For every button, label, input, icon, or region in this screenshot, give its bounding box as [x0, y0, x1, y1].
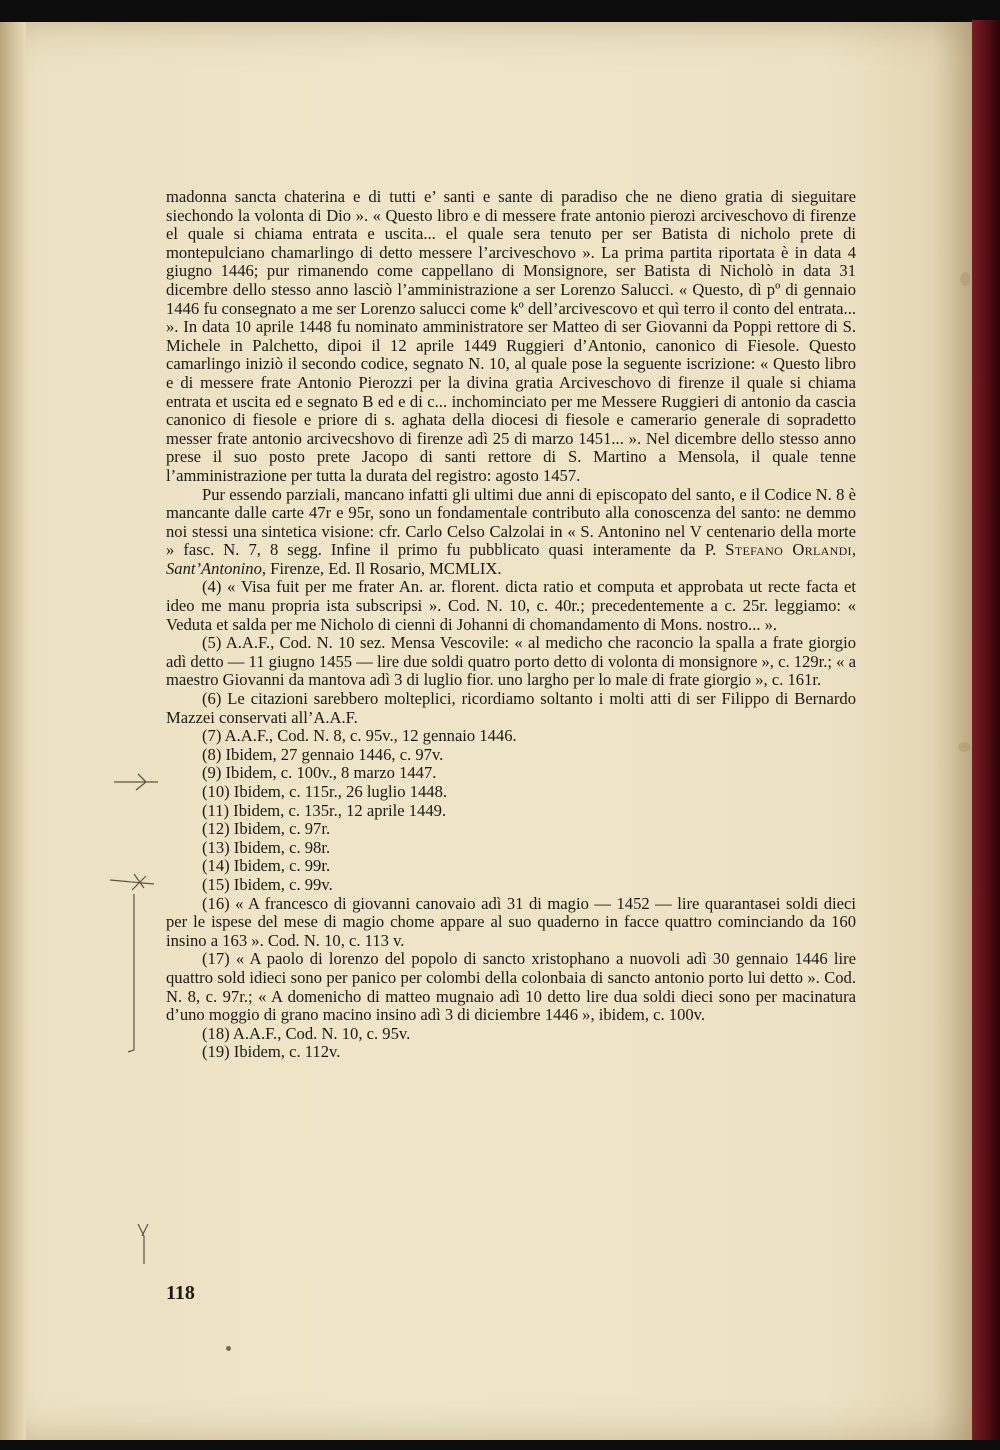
body-text — [166, 188, 856, 1062]
foxing-stain — [960, 272, 970, 286]
book-cover-edge — [972, 20, 1000, 1440]
footnote-19: (19) Ibidem, c. 112v. — [202, 1042, 341, 1062]
footnote-13: (13) Ibidem, c. 98r. — [202, 837, 331, 857]
footnote-6: (6) Le citazioni sarebbero molteplici, ricordiamo soltanto i molti atti di ser Filippo di Bernardo Mazzei conservati all’A.A.F. — [166, 689, 856, 727]
pencil-bracket-mark — [134, 1222, 154, 1268]
footnote-14: (14) Ibidem, c. 99r. — [202, 856, 331, 876]
footnote-7: (7) A.A.F., Cod. N. 8, c. 95v., 12 gennaio 1446. — [202, 726, 517, 746]
book-title: Sant’Antonino — [166, 558, 262, 578]
footnote-16: (16) « A francesco di giovanni canovaio adì 31 di magio — 1452 — lire quarantasei soldi dieci per le ispese del mese di magio chome appare al suo quaderno in facce quattro cominciando da 160 insino a 163 ». Cod. N. 10, c. 113 v. — [166, 893, 856, 950]
foxing-stain — [958, 742, 970, 752]
footnote-15: (15) Ibidem, c. 99v. — [202, 874, 333, 894]
page-gutter — [0, 22, 26, 1440]
footnote-11: (11) Ibidem, c. 135r., 12 aprile 1449. — [202, 800, 447, 820]
footnote-18: (18) A.A.F., Cod. N. 10, c. 95v. — [202, 1023, 411, 1043]
pencil-bracket-mark — [104, 872, 164, 1062]
paragraph-tail: , Firenze, Ed. Il Rosario, MCMLIX. — [261, 558, 502, 578]
footnote-10: (10) Ibidem, c. 115r., 26 luglio 1448. — [202, 782, 448, 801]
footnote-4: (4) « Visa fuit per me frater An. ar. florent. dicta ratio et computa et approbata ut recte facta et ideo me manu propria ista subscripsi ». Cod. N. 10, c. 40r.; precedentemente a c. 25r. leggiamo: « Veduta et salda per me Nicholo di cienni di Johanni di chomandamento di Mons. nostro... ». — [166, 577, 856, 634]
footnote-17: (17) « A paolo di lorenzo del popolo di sancto xristophano a nuovoli adì 30 gennaio 1446 lire quattro sold idieci sono per panico per colombi della colonbaia di sancto antonio porto lui detto ». Cod. N. 8, c. 97r.; « A domenicho di matteo mugnaio adì 10 detto lire dua soldi dieci sono per macinatura d’uno moggio di grano macino insino adì 3 di diciembre 1446 », ibidem, c. 100v. — [166, 949, 856, 1025]
footnote-5: (5) A.A.F., Cod. N. 10 sez. Mensa Vescovile: « al medicho che raconcio la spalla a frate giorgio adì detto — 11 giugno 1455 — lire due soldi quatro porto detto di volonta di monsignore », c. 129r.; « a maestro Giovanni da mantova adì 3 di luglio fior. uno largho per lo male di frate giorgio », c. 161r. — [166, 633, 856, 690]
ink-speck — [226, 1346, 231, 1351]
paragraph: madonna sancta chaterina e di tutti e’ santi e sante di paradiso che ne dieno gratia di sieguitare siechondo la volonta di Dio ». « Questo libro e di messere frate antonio pierozi arciveschovo di firenze el quale si chiama entrata e uscita... el quale sera tenuto per ser Batista di nicholo prete di montepulciano chamarlingo di detto messere l’arciveschovo ». La prima partita riportata è in data 4 giugno 1446; pur rimanendo come cappellano di Monsignore, ser Batista di Nicholò in data 31 dicembre dello stesso anno lasciò l’amministrazione a ser Lorenzo Salucci. « Questo, dì pº di gennaio 1446 fu consegnato a me ser Lorenzo salucci come kº dell’arcivescovo et quì terro il conto del entrata... ». In data 10 aprile 1448 fu nominato amministratore ser Matteo di ser Giovanni da Poppi rettore di S. Michele in Palchetto, dipoi il 12 aprile 1449 Ruggieri d’Antonio, canonico di Fiesole. Questo camarlingo iniziò il secondo codice, segnato N. 10, al quale pose la seguente iscrizione: « Questo libro e di messere frate Antonio Pierozzi per la divina gratia Arciveschovo di firenze il quale si chiama entrata et uscita ed e segnato B ed e di c... inchominciato per me Messere Ruggieri di antonio da cascia canonico di fiesole e priore di s. aghata della diocesi di fiesole e camerario generale di sopradetto messer frate antonio arcivecshovo di firenze adì 25 di marzo 1451... ». Nel dicembre dello stesso anno prese il suo posto prete Jacopo di santi rettore di S. Martino a Mensola, il quale tenne l’amministrazione per tutta la durata del registro: agosto 1457. — [166, 187, 856, 485]
page-number: 118 — [166, 1282, 195, 1304]
paragraph: Pur essendo parziali, mancano infatti gli ultimi due anni di episcopato del santo, e il Codice N. 8 è mancante dalle carte 47r e 95r, sono un fondamentale contributo alla conoscenza del santo: ne demmo noi stessi una sintetica visione: cfr. Carlo Celso Calzolai in « S. Antonino nel V centenario della morte » fasc. N. 7, 8 segg. Infine il primo fu pubblicato quasi interamente da P. Stefano Orlandi, Sant’Antonino, Firenze, Ed. Il Rosario, MCMLIX. — [166, 484, 856, 578]
footnote-9: (9) Ibidem, c. 100v., 8 marzo 1447. — [202, 763, 437, 783]
author-name: Stefano Orlandi — [725, 540, 852, 560]
paragraph-text: Pur essendo parziali, mancano infatti gli ultimi due anni di episcopato del santo, e il Codice N. 8 è mancante dalle carte 47r e 95r, sono un fondamentale contributo alla conoscenza del santo: ne demmo noi stessi una sintetica visione: cfr. Carlo Celso Calzolai in « S. Antonino nel V centenario della morte » fasc. N. 7, 8 segg. Infine il primo fu pubblicato quasi interamente da P. — [166, 484, 856, 560]
pencil-arrow-mark — [112, 770, 162, 794]
footnote-8: (8) Ibidem, 27 gennaio 1446, c. 97v. — [202, 744, 444, 764]
footnote-12: (12) Ibidem, c. 97r. — [202, 819, 331, 839]
